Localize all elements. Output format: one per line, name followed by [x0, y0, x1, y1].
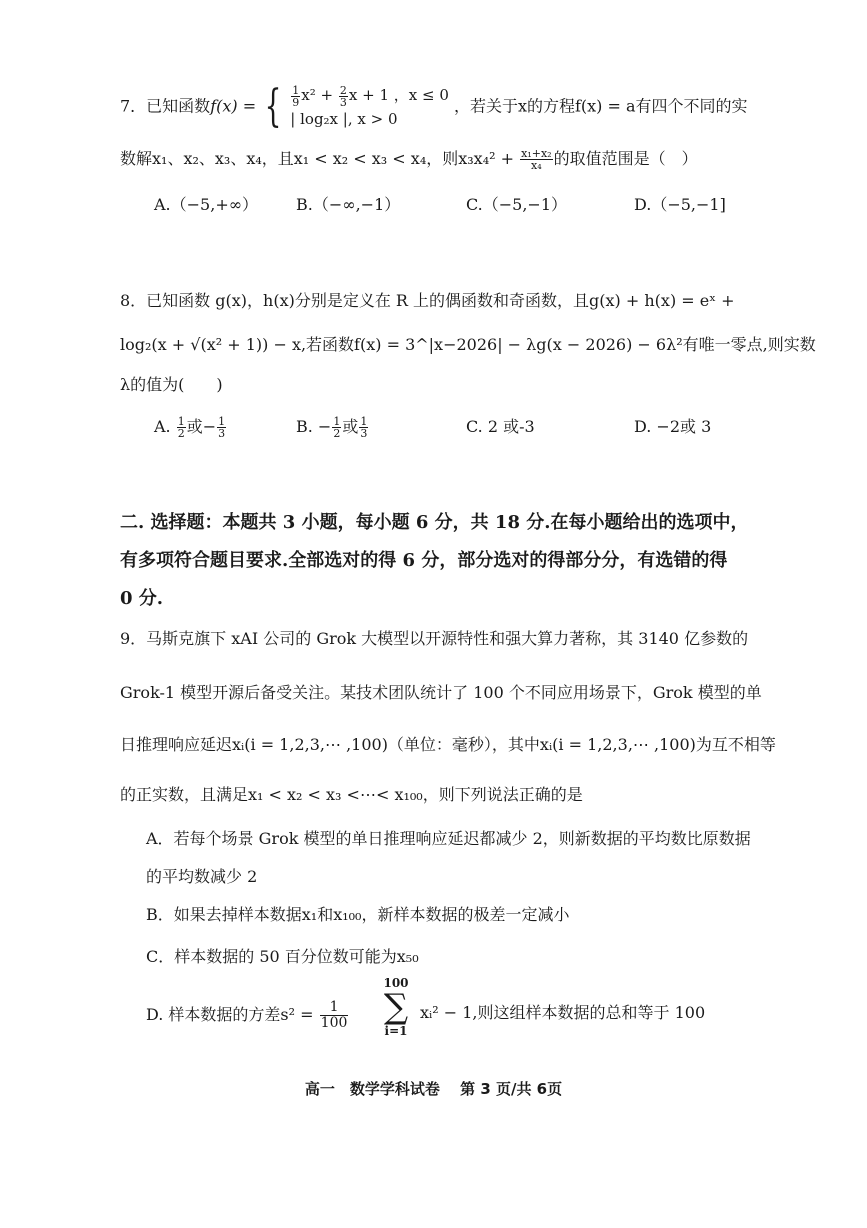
q7-option-c: C.（−5,−1）: [466, 195, 568, 214]
section-2-line2: 有多项符合题目要求.全部选对的得 6 分，部分选对的得部分分，有选错的得: [120, 550, 728, 571]
q8-option-b: B. − $\frac{1}{2}$ 或 $\frac{1}{3}$: [296, 415, 368, 440]
question-8-line2: log₂(x + √(x² + 1)) − x,若函数f(x) = 3^|x−2026| − λg(x − 2026) − 6λ²有唯一零点,则实数: [120, 335, 816, 354]
q9-option-a-line2: 的平均数减少 2: [146, 867, 258, 886]
q9-option-d-frac: $\frac{1}{100}$: [320, 999, 348, 1031]
piecewise-cases: [290, 84, 449, 130]
question-8-line1: 8．已知函数 g(x)，h(x)分别是定义在 R 上的偶函数和奇函数，且g(x) + h(x) = eˣ +: [120, 291, 735, 310]
question-8-line3: λ的值为( ): [120, 375, 223, 394]
summation-symbol: 100 ∑ i=1: [383, 976, 409, 1038]
question-9-line4: 的正实数，且满足x₁ < x₂ < x₃ <⋯< x₁₀₀，则下列说法正确的是: [120, 785, 583, 804]
q9-option-c: C．样本数据的 50 百分位数可能为x₅₀: [146, 947, 419, 966]
q7-line2-frac: $\frac{\text{x₁+x₂}}{\text{x₄}}$: [521, 147, 552, 172]
piecewise-brace: {: [264, 80, 282, 132]
q9-option-b: B．如果去掉样本数据x₁和x₁₀₀，新样本数据的极差一定减小: [146, 905, 570, 924]
question-7-line1: [120, 80, 748, 132]
section-2-line3: 0 分.: [120, 588, 164, 609]
q7-option-a: A.（−5,+∞）: [154, 195, 259, 214]
question-7-line2: [120, 146, 698, 171]
q7-fx: f(x) =: [210, 96, 257, 116]
case1-frac1: $\frac{1}{9}$: [292, 83, 300, 109]
q9-option-a-line1: A．若每个场景 Grok 模型的单日推理响应延迟都减少 2，则新数据的平均数比原数据: [146, 829, 751, 848]
q7-line2-tail: 的取值范围是（ ）: [553, 149, 698, 168]
q9-option-d-pre: D. 样本数据的方差s² = $\frac{1}{100}$: [146, 999, 348, 1031]
q7-line2: 数解x₁、x₂、x₃、x₄，且x₁ < x₂ < x₃ < x₄，则x₃x₄² +: [120, 149, 515, 168]
q8-option-c: C. 2 或-3: [466, 417, 535, 436]
q8-option-a: A. $\frac{1}{2}$ 或− $\frac{1}{3}$: [154, 415, 226, 440]
q8-option-d: D. −2或 3: [634, 417, 712, 436]
question-9-line1: 9．马斯克旗下 xAI 公司的 Grok 大模型以开源特性和强大算力著称，其 3140 亿参数的: [120, 629, 749, 648]
question-9-line2: Grok-1 模型开源后备受关注。某技术团队统计了 100 个不同应用场景下，Grok 模型的单: [120, 683, 762, 702]
q7-lead: 7．已知函数: [120, 96, 211, 116]
q7-option-d: D.（−5,−1]: [634, 195, 726, 214]
section-2-line1: 二. 选择题：本题共 3 小题，每小题 6 分，共 18 分.在每小题给出的选项中，: [120, 512, 749, 533]
page-footer: 高一 数学学科试卷 第 3 页/共 6页: [304, 1080, 563, 1098]
q7-option-b: B.（−∞,−1）: [296, 195, 401, 214]
case-1: $\frac{1}{9}$ x² + $\frac{2}{3}$ x + 1 ，x ≤ 0: [292, 83, 449, 109]
case1-frac2: $\frac{2}{3}$: [339, 83, 347, 109]
q9-option-d-post: xᵢ² − 1,则这组样本数据的总和等于 100: [420, 1003, 706, 1022]
case-2: | log₂x |, x > 0: [290, 109, 398, 128]
question-9-line3: 日推理响应延迟xᵢ(i = 1,2,3,⋯ ,100)（单位：毫秒），其中xᵢ(i = 1,2,3,⋯ ,100)为互不相等: [120, 735, 776, 754]
q7-tail: ，若关于x的方程f(x) = a有四个不同的实: [453, 96, 748, 116]
